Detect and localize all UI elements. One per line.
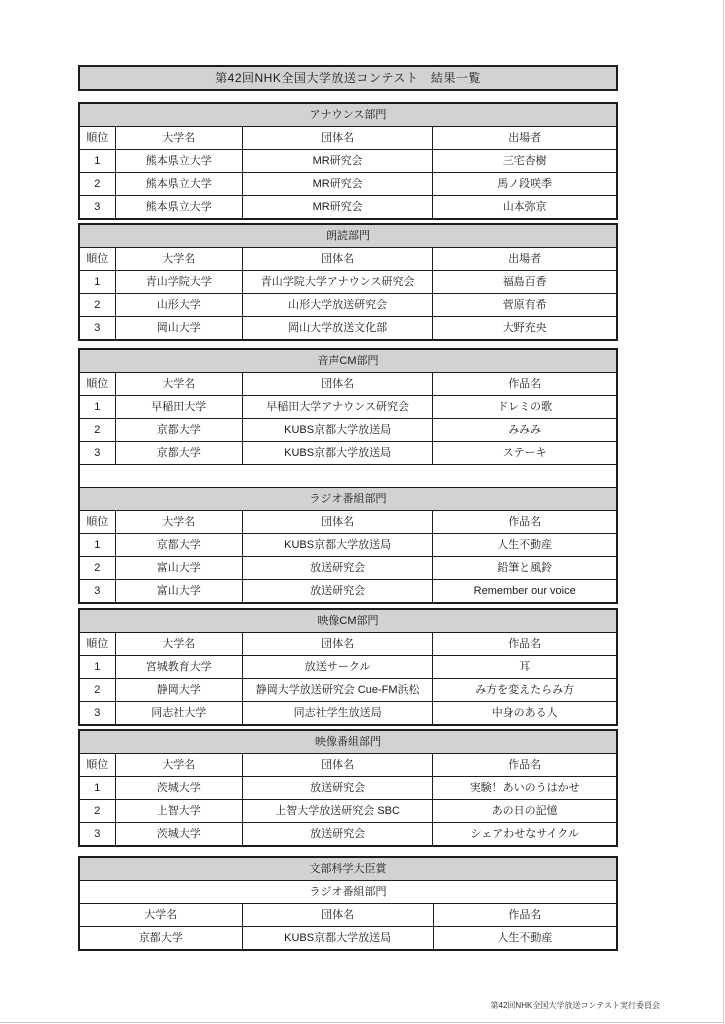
university-cell: 茨城大学: [116, 777, 242, 799]
column-header: 出場者: [433, 248, 616, 270]
table-row: [80, 350, 616, 372]
column-header: 順位: [80, 754, 115, 776]
rank-cell: 3: [80, 823, 115, 845]
table-row: [80, 396, 616, 418]
column-header: 作品名: [433, 754, 616, 776]
university-cell: 京都大学: [116, 442, 242, 464]
rank-cell: 1: [80, 150, 115, 172]
rank-cell: 1: [80, 777, 115, 799]
section-title: アナウンス部門: [80, 104, 616, 126]
column-header: 大学名: [116, 633, 242, 655]
group-cell: 放送研究会: [243, 580, 433, 602]
table-row: [80, 196, 616, 218]
group-cell: 山形大学放送研究会: [243, 294, 433, 316]
section-title: 映像番組部門: [80, 731, 616, 753]
award-title: 文部科学大臣賞: [80, 858, 616, 880]
column-header: 団体名: [243, 127, 433, 149]
group-cell: KUBS京都大学放送局: [243, 927, 433, 949]
group-cell: 放送研究会: [243, 777, 433, 799]
entry-cell: 山本弥京: [433, 196, 616, 218]
column-header: 大学名: [116, 754, 242, 776]
rank-cell: 2: [80, 679, 115, 701]
page-title: 第42回NHK全国大学放送コンテスト 結果一覧: [80, 67, 616, 89]
table-row: [80, 656, 616, 678]
table-row: [80, 557, 616, 579]
rank-cell: 3: [80, 702, 115, 724]
university-cell: 岡山大学: [116, 317, 242, 339]
table-row: [80, 702, 616, 724]
award-subtitle: ラジオ番組部門: [80, 881, 616, 903]
section-title: ラジオ番組部門: [80, 488, 616, 510]
table-row: [80, 104, 616, 126]
group-cell: MR研究会: [243, 196, 433, 218]
entry-cell: 三宅杏樹: [433, 150, 616, 172]
column-header: 団体名: [243, 373, 433, 395]
column-header: 順位: [80, 373, 115, 395]
table-row: [80, 580, 616, 602]
university-cell: 京都大学: [116, 534, 242, 556]
work-cell: 中身のある人: [433, 702, 616, 724]
column-header: 団体名: [243, 754, 433, 776]
group-cell: 青山学院大学アナウンス研究会: [243, 271, 433, 293]
table-row: [80, 419, 616, 441]
group-cell: KUBS京都大学放送局: [243, 442, 433, 464]
rank-cell: 1: [80, 271, 115, 293]
table-audio-cm-and-radio: [78, 348, 618, 604]
university-cell: 山形大学: [116, 294, 242, 316]
work-cell: み方を変えたらみ方: [433, 679, 616, 701]
section-title: 朗読部門: [80, 225, 616, 247]
section-title: 音声CM部門: [80, 350, 616, 372]
work-cell: シェアわせなサイクル: [433, 823, 616, 845]
column-header: 団体名: [243, 511, 433, 533]
table-video-program: [78, 729, 618, 847]
rank-cell: 3: [80, 317, 115, 339]
column-header: 団体名: [243, 904, 433, 926]
table-row: [80, 271, 616, 293]
table-header-row: [80, 511, 616, 533]
table-row: [80, 858, 616, 880]
column-header: 大学名: [116, 248, 242, 270]
table-row: [80, 442, 616, 464]
column-header: 順位: [80, 127, 115, 149]
blank-cell: [80, 465, 616, 487]
entry-cell: 大野充央: [433, 317, 616, 339]
table-row: [80, 225, 616, 247]
rank-cell: 2: [80, 419, 115, 441]
group-cell: 放送サークル: [243, 656, 433, 678]
table-header-row: [80, 754, 616, 776]
university-cell: 京都大学: [116, 419, 242, 441]
column-header: 作品名: [433, 373, 616, 395]
work-cell: 実験！あいのうはかせ: [433, 777, 616, 799]
university-cell: 富山大学: [116, 557, 242, 579]
work-cell: 人生不動産: [433, 534, 616, 556]
table-row: [80, 610, 616, 632]
table-row: [80, 927, 616, 949]
table-row: [80, 317, 616, 339]
university-cell: 熊本県立大学: [116, 173, 242, 195]
column-header: 出場者: [433, 127, 616, 149]
table-row: [80, 823, 616, 845]
rank-cell: 3: [80, 580, 115, 602]
entry-cell: 菅原有希: [433, 294, 616, 316]
column-header: 団体名: [243, 248, 433, 270]
column-header: 大学名: [116, 373, 242, 395]
table-row: [80, 777, 616, 799]
group-cell: 岡山大学放送文化部: [243, 317, 433, 339]
university-cell: 同志社大学: [116, 702, 242, 724]
column-header: 大学名: [80, 904, 242, 926]
table-row: [80, 534, 616, 556]
column-header: 順位: [80, 633, 115, 655]
rank-cell: 2: [80, 800, 115, 822]
group-cell: KUBS京都大学放送局: [243, 534, 433, 556]
table-header-row: [80, 633, 616, 655]
university-cell: 茨城大学: [116, 823, 242, 845]
table-header-row: [80, 127, 616, 149]
rank-cell: 2: [80, 557, 115, 579]
university-cell: 静岡大学: [116, 679, 242, 701]
university-cell: 宮城教育大学: [116, 656, 242, 678]
document-title-bar: [78, 65, 618, 91]
rank-cell: 1: [80, 656, 115, 678]
table-row: [80, 488, 616, 510]
group-cell: MR研究会: [243, 173, 433, 195]
work-cell: 人生不動産: [434, 927, 616, 949]
rank-cell: 3: [80, 196, 115, 218]
entry-cell: 福島百香: [433, 271, 616, 293]
group-cell: KUBS京都大学放送局: [243, 419, 433, 441]
work-cell: みみみ: [433, 419, 616, 441]
table-minister-award: [78, 856, 618, 951]
rank-cell: 1: [80, 396, 115, 418]
column-header: 団体名: [243, 633, 433, 655]
table-row: [80, 800, 616, 822]
group-cell: 放送研究会: [243, 557, 433, 579]
column-header: 作品名: [433, 633, 616, 655]
rank-cell: 1: [80, 534, 115, 556]
work-cell: 鉛筆と風鈴: [433, 557, 616, 579]
rank-cell: 3: [80, 442, 115, 464]
group-cell: 早稲田大学アナウンス研究会: [243, 396, 433, 418]
table-row: [80, 150, 616, 172]
table-row: [80, 173, 616, 195]
work-cell: ステーキ: [433, 442, 616, 464]
footer-committee-label: 第42回NHK全国大学放送コンテスト実行委員会: [490, 1001, 660, 1010]
group-cell: 同志社学生放送局: [243, 702, 433, 724]
table-row: [80, 881, 616, 903]
table-header-row: [80, 248, 616, 270]
table-header-row: [80, 904, 616, 926]
table-row: [80, 67, 616, 89]
university-cell: 京都大学: [80, 927, 242, 949]
group-cell: 上智大学放送研究会 SBC: [243, 800, 433, 822]
section-title: 映像CM部門: [80, 610, 616, 632]
table-video-cm: [78, 608, 618, 726]
column-header: 大学名: [116, 511, 242, 533]
column-header: 大学名: [116, 127, 242, 149]
column-header: 作品名: [434, 904, 616, 926]
column-header: 順位: [80, 248, 115, 270]
table-header-row: [80, 373, 616, 395]
university-cell: 青山学院大学: [116, 271, 242, 293]
column-header: 順位: [80, 511, 115, 533]
table-announce: [78, 102, 618, 220]
table-row: [80, 731, 616, 753]
work-cell: 耳: [433, 656, 616, 678]
table-row: [80, 294, 616, 316]
university-cell: 熊本県立大学: [116, 150, 242, 172]
column-header: 作品名: [433, 511, 616, 533]
university-cell: 早稲田大学: [116, 396, 242, 418]
university-cell: 熊本県立大学: [116, 196, 242, 218]
blank-spacer-row: [80, 465, 616, 487]
table-reading: [78, 223, 618, 341]
group-cell: 放送研究会: [243, 823, 433, 845]
work-cell: ドレミの歌: [433, 396, 616, 418]
university-cell: 富山大学: [116, 580, 242, 602]
rank-cell: 2: [80, 173, 115, 195]
table-row: [80, 679, 616, 701]
work-cell: あの日の記憶: [433, 800, 616, 822]
group-cell: 静岡大学放送研究会 Cue-FM浜松: [243, 679, 433, 701]
rank-cell: 2: [80, 294, 115, 316]
work-cell: Remember our voice: [433, 580, 616, 602]
entry-cell: 馬ノ段咲季: [433, 173, 616, 195]
group-cell: MR研究会: [243, 150, 433, 172]
university-cell: 上智大学: [116, 800, 242, 822]
